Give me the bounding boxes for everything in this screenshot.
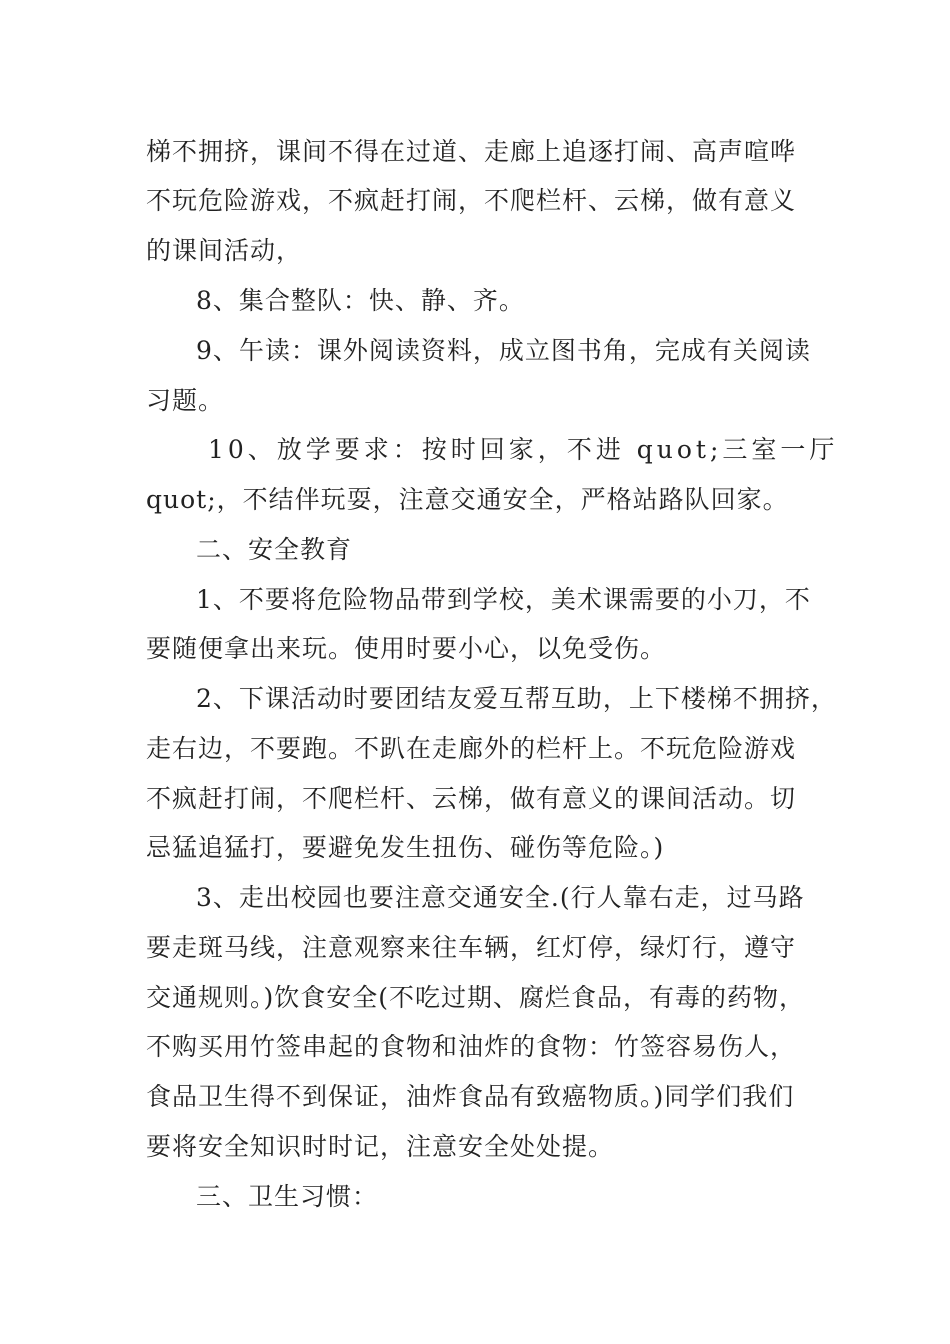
text-line: 不玩危险游戏，不疯赶打闹，不爬栏杆、云梯，做有意义 xyxy=(146,186,797,215)
list-item-3: 3、走出校园也要注意交通安全.(行人靠右走，过马路 xyxy=(196,883,805,912)
text-line: 的课间活动， xyxy=(146,236,303,265)
section-heading-hygiene: 三、卫生习惯： xyxy=(196,1182,379,1211)
text-line: 不疯赶打闹，不爬栏杆、云梯，做有意义的课间活动。切 xyxy=(146,784,797,813)
list-item-9: 9、午读：课外阅读资料，成立图书角，完成有关阅读 xyxy=(196,336,811,365)
text-line: 要走斑马线，注意观察来往车辆，红灯停，绿灯行，遵守 xyxy=(146,933,797,962)
list-item-1: 1、不要将危险物品带到学校，美术课需要的小刀，不 xyxy=(196,585,811,614)
text-line: 走右边，不要跑。不趴在走廊外的栏杆上。不玩危险游戏 xyxy=(146,734,797,763)
section-heading-safety: 二、安全教育 xyxy=(196,535,353,564)
text-line: 要随便拿出来玩。使用时要小心，以免受伤。 xyxy=(146,634,667,663)
text-line: 习题。 xyxy=(146,386,225,415)
text-line: 要将安全知识时时记，注意安全处处提。 xyxy=(146,1132,615,1161)
text-line: 食品卫生得不到保证，油炸食品有致癌物质。)同学们我们 xyxy=(146,1082,795,1111)
list-item-2: 2、下课活动时要团结友爱互帮互助，上下楼梯不拥挤， xyxy=(196,684,837,713)
text-line: 交通规则。)饮食安全(不吃过期、腐烂食品，有毒的药物， xyxy=(146,983,806,1012)
text-line: 梯不拥挤，课间不得在过道、走廊上追逐打闹、高声喧哗 xyxy=(146,137,797,166)
text-line: 不购买用竹签串起的食物和油炸的食物：竹签容易伤人， xyxy=(146,1032,797,1061)
text-line: quot;，不结伴玩耍，注意交通安全，严格站路队回家。 xyxy=(146,485,789,514)
list-item-10: 10、放学要求：按时回家，不进 quot;三室一厅 xyxy=(208,435,839,464)
text-line: 忌猛追猛打，要避免发生扭伤、碰伤等危险。) xyxy=(146,833,665,862)
list-item-8: 8、集合整队：快、静、齐。 xyxy=(196,286,525,315)
